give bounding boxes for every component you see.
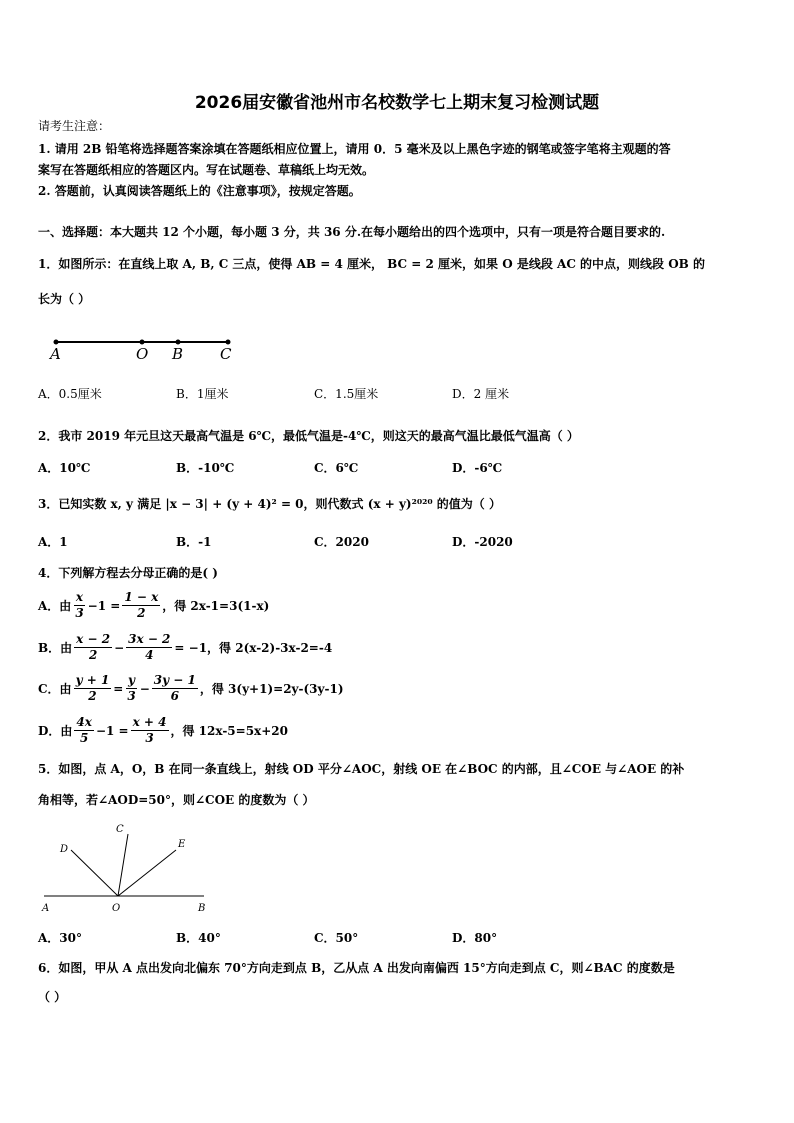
- q2-option-c: C．6℃: [314, 461, 359, 475]
- label-b: B: [172, 345, 184, 363]
- q5-angle-figure: [38, 818, 218, 918]
- point-a: [54, 340, 59, 345]
- ray-oc: [118, 834, 128, 896]
- label-e: E: [178, 839, 186, 850]
- label-b: B: [198, 903, 206, 914]
- label-d: D: [60, 844, 69, 855]
- q4-option-a: A．由 $\frac{x}{3}$ −1 = $\frac{1 - x}{2}$ ，得 2x-1=3(1-x): [38, 590, 270, 620]
- q5-option-b: B．40°: [176, 931, 221, 945]
- q4-option-c: C．由 $\frac{y + 1}{2}$ = $\frac{y}{3}$ − $\frac{3y - 1}{6}$ ，得 3(y+1)=2y-(3y-1): [38, 673, 344, 703]
- q2-option-b: B．-10℃: [176, 461, 235, 475]
- q6-stem-cont: （ ）: [38, 990, 67, 1004]
- q1-stem-cont: 长为（ ）: [38, 292, 91, 306]
- q2-stem: 2．我市 2019 年元旦这天最高气温是 6℃，最低气温是-4℃，则这天的最高气温比最低气温高（ ）: [38, 429, 579, 443]
- section-heading: 一、选择题：本大题共 12 个小题，每小题 3 分，共 36 分.在每小题给出的四个选项中，只有一项是符合题目要求的.: [38, 225, 666, 239]
- ray-oe: [118, 850, 176, 896]
- q2-option-d: D．-6℃: [452, 461, 503, 475]
- q4-option-b: B．由 $\frac{x - 2}{2}$ − $\frac{3x - 2}{4}$ = −1 ，得 2(x-2)-3x-2=-4: [38, 632, 333, 662]
- label-c: C: [116, 824, 124, 835]
- q4-option-d: D．由 $\frac{4x}{5}$ −1 = $\frac{x + 4}{3}$ ，得 12x-5=5x+20: [38, 715, 288, 745]
- q3-option-a: A．1: [38, 535, 68, 549]
- q1-option-b: B．1厘米: [176, 387, 229, 401]
- q6-stem: 6．如图，甲从 A 点出发向北偏东 70°方向走到点 B，乙从点 A 出发向南偏西 15°方向走到点 C，则∠BAC 的度数是: [38, 961, 675, 975]
- q3-option-c: C．2020: [314, 535, 369, 549]
- label-o: O: [136, 345, 149, 363]
- q2-option-a: A．10℃: [38, 461, 91, 475]
- q3-stem: 3．已知实数 x, y 满足 |x − 3| + (y + 4)² = 0，则代数式 (x + y)²⁰²⁰ 的值为（ ）: [38, 497, 501, 511]
- notice-item-1: 1. 请用 2B 铅笔将选择题答案涂填在答题纸相应位置上，请用 0．5 毫米及以上黑色字迹的钢笔或签字笔将主观题的答: [38, 142, 671, 156]
- q1-segment-figure: [40, 332, 250, 364]
- q1-option-c: C．1.5厘米: [314, 387, 379, 401]
- q3-option-b: B．-1: [176, 535, 212, 549]
- ray-od: [71, 850, 118, 896]
- label-a: A: [50, 345, 61, 363]
- q3-option-d: D．-2020: [452, 535, 513, 549]
- q5-option-a: A．30°: [38, 931, 83, 945]
- notice-item-1-cont: 案写在答题纸相应的答题区内。写在试题卷、草稿纸上均无效。: [38, 163, 375, 177]
- q5-option-c: C．50°: [314, 931, 359, 945]
- point-c: [226, 340, 231, 345]
- notice-item-2: 2. 答题前，认真阅读答题纸上的《注意事项》，按规定答题。: [38, 184, 361, 198]
- label-c: C: [220, 345, 232, 363]
- page-title: 2026届安徽省池州市名校数学七上期末复习检测试题: [194, 93, 600, 113]
- q1-option-a: A．0.5厘米: [38, 387, 102, 401]
- notice-heading: 请考生注意：: [38, 119, 111, 133]
- q5-option-d: D．80°: [452, 931, 498, 945]
- point-b: [176, 340, 181, 345]
- label-o: O: [112, 903, 121, 914]
- q5-stem: 5．如图，点 A，O，B 在同一条直线上，射线 OD 平分∠AOC，射线 OE 在∠BOC 的内部，且∠COE 与∠AOE 的补: [38, 762, 685, 776]
- q1-stem: 1．如图所示：在直线上取 A, B, C 三点，使得 AB = 4 厘米， BC = 2 厘米，如果 O 是线段 AC 的中点，则线段 OB 的: [38, 257, 705, 271]
- label-a: A: [42, 903, 50, 914]
- q4-stem: 4．下列解方程去分母正确的是( ): [38, 566, 218, 580]
- q1-option-d: D．2 厘米: [452, 387, 510, 401]
- q5-stem-cont: 角相等，若∠AOD=50°，则∠COE 的度数为（ ）: [38, 793, 315, 807]
- point-o: [140, 340, 145, 345]
